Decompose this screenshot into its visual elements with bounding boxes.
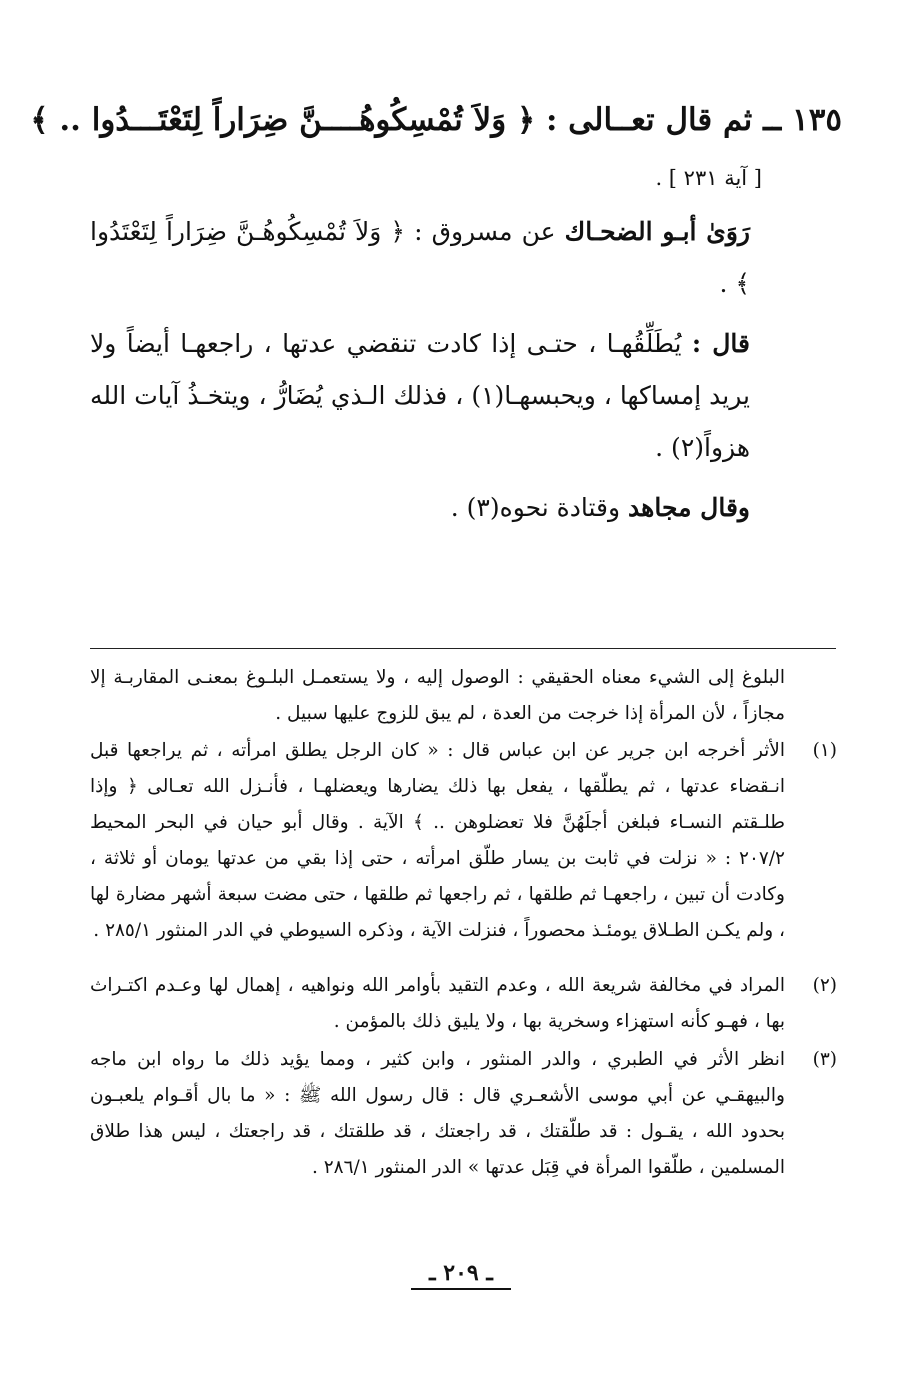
said-label: قال : <box>691 329 750 358</box>
narrator-name: رَوَىٰ أبـو الضحـاك <box>564 217 750 246</box>
footnote-number: (١) <box>812 740 837 761</box>
paragraph-other-narrators <box>90 482 750 534</box>
page-number <box>0 1260 922 1290</box>
footnote-text: انظر الأثر في الطبري ، والدر المنثور ، وابن كثير ، ومما يؤيد ذلك ما رواه ابن ماجه والبيهقـي عن أبي موسى الأشعـري قال : قال رسول الله ﷺ : « ما بال أقـوام يلعبـون بحدود الله ، يقـول : قد طلّقتك ، قد راجعتك ، قد طلقتك ، قد راجعتك ، ليس هذا طلاق المسلمين ، طلّقوا المرأة في قِبَل عدتها » الدر المنثور ٢٨٦/١ . <box>90 1049 785 1178</box>
footnote-1 <box>90 733 837 949</box>
footnote-text: المراد في مخالفة شريعة الله ، وعدم التقيد بأوامر الله ونواهيه ، إهمال لها وعـدم اكتـراث بها ، فهـو كأنه استهزاء وسخرية بها ، ولا يليق ذلك بالمؤمن . <box>90 975 785 1032</box>
footnote-continuation <box>90 660 837 732</box>
narrator-name: وقال مجاهد <box>628 493 750 522</box>
footnote-2 <box>90 968 837 1040</box>
verse-reference: [ آية ٢٣١ ] . <box>655 166 762 190</box>
footnote-divider <box>90 648 836 649</box>
footnote-number: (٣) <box>812 1049 837 1070</box>
paragraph-text: عن مسروق : ﴿ وَلاَ تُمْسِكُوهُـنَّ ضِرَاراً لِتَعْتَدُوا ﴾ . <box>90 217 750 298</box>
footnote-text: البلوغ إلى الشيء معناه الحقيقي : الوصول إليه ، ولا يستعمـل البلـوغ بمعنـى المقاربـة إلا مجازاً ، لأن المرأة إذا خرجت من العدة ، لم يبق للزوج عليها سبيل . <box>90 667 785 724</box>
paragraph-text: وقتادة نحوه(٣) . <box>450 493 629 522</box>
footnote-number: (٢) <box>812 975 837 996</box>
section-heading: ١٣٥ ــ ثم قال تعــالى : ﴿ وَلاَ تُمْسِكُوهُــــنَّ ضِرَاراً لِتَعْتَـــدُوا .. ﴾ <box>30 102 842 138</box>
paragraph-text: يُطَلِّقُهـا ، حتـى إذا كادت تنقضي عدتها ، راجعهـا أيضاً ولا يريد إمساكها ، ويحبسهـا(١) ، فذلك الـذي يُضَارُّ ، ويتخـذُ آيات الله هزواً(٢) . <box>90 329 750 462</box>
paragraph-explanation <box>90 318 750 474</box>
footnote-3 <box>90 1042 837 1186</box>
page-number-text: ـ ٢٠٩ ـ <box>411 1260 511 1290</box>
footnote-text: الأثر أخرجه ابن جرير عن ابن عباس قال : « كان الرجل يطلق امرأته ، ثم يراجعها قبل انـقضاء عدتها ، ثم يطلّقها ، يفعل بها ذلك يضارها ويعضلهـا ، فأنـزل الله تعـالى ﴿ وإذا طلـقتم النسـاء فبلغن أجلَهُنَّ فلا تعضلوهن .. ﴾ الآية . وقال أبو حيان في البحر المحيط ٢٠٧/٢ : « نزلت في ثابت بن يسار طلّق امرأته ، حتى إذا بقي من عدتها يومان أو ثلاثة ، وكادت أن تبين ، راجعهـا ثم طلقها ، ثم راجعها ثم طلقها ، حتى مضت سبعة أشهر مضارة لها ، ولم يكـن الطـلاق يومئـذ محصوراً ، فنزلت الآية ، وذكره السيوطي في الدر المنثور ٢٨٥/١ . <box>90 740 785 941</box>
paragraph-narration <box>90 206 750 310</box>
